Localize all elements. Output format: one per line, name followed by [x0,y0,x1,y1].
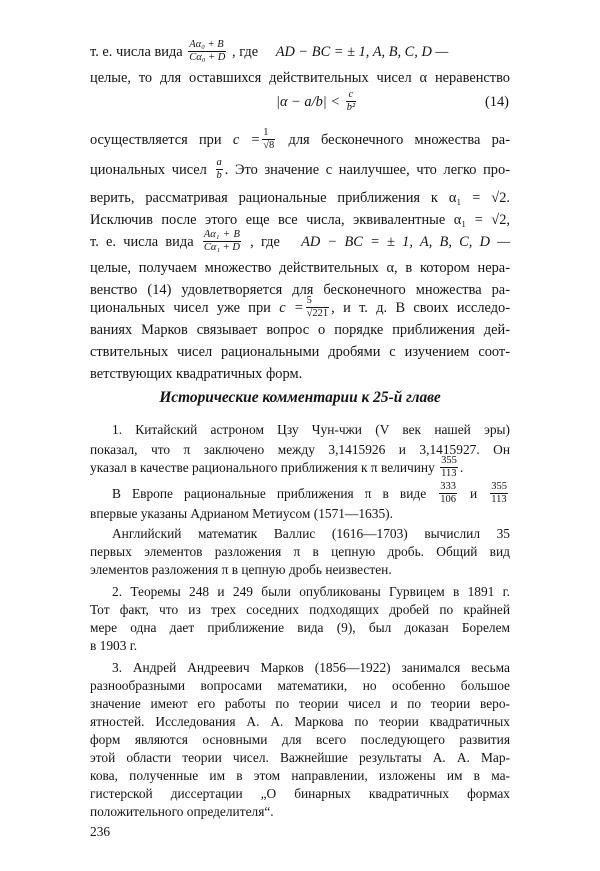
text-line-9: венство (14) удовлетворяется для бесконечного множества ра- [90,282,510,298]
note-1-line-c: указал в качестве рационального приближения к π величину $\frac{355}{113}$ . [90,455,464,480]
note-2-line-a: 2. Теоремы 248 и 249 были опубликованы Гурвицем в 1891 г. [112,584,510,599]
note-1-line-e: впервые указаны Адрианом Метиусом (1571—1635). [90,506,393,521]
note-1-line-d: В Европе рациональные приближения π в виде $\frac{333}{106}$ и $\frac{355}{113}$ [112,481,507,506]
text-line-11: ваниях Марков связывает вопрос о порядке приближения дей- [90,322,510,338]
note-1-line-f: Английский математик Валлис (1616—1703) вычислил 35 [112,526,510,541]
fraction-c-b2: $\frac{c}{\text{b²}}$ [346,89,356,114]
note-3-line-h: гистерской диссертации „О бинарных квадратичных формах [90,786,510,801]
fraction-1-sqrt8: $\frac{1}{√8}$ [263,127,275,152]
text-line-8: целые, получаем множество действительных α, в котором нера- [90,260,510,276]
text-line-3: осуществляется при c = $\frac{1}{√8}$ для бесконечного множества ра- [90,127,510,152]
note-1-line-h: элементов разложения π в цепную дробь неизвестен. [90,562,392,577]
equation-14: |α − a/b| < $\frac{c}{\text{b²}}$ (14) [276,89,509,114]
fraction-a-b: $\frac{a}{b}$ [216,157,222,182]
note-3-line-b: разнообразными вопросами математики, но особенно большое [90,678,510,693]
note-2-line-c: мере одна дает приближение вида (9), был доказан Борелем [90,620,510,635]
fraction-333-106: $\frac{333}{106}$ [440,481,456,506]
text-line-7: т. е. числа вида $\frac{\text{Aα₁ + B}}{\text{Cα₁ + D}}$ , где AD − BC = ± 1, A, B, C, D — [90,229,510,254]
note-1-line-a: 1. Китайский астроном Цзу Чун-чжи (V век нашей эры) [112,422,510,437]
fraction-355-113-b: $\frac{355}{113}$ [491,481,507,506]
note-2-line-b: Тот факт, что из трех соседних подходящих дробей по крайней [90,602,510,617]
note-3-line-d: ятностей. Исследования А. А. Маркова по теории квадратичных [90,714,510,729]
note-1-line-g: первых элементов разложения π в цепную дробь. Общий вид [90,544,510,559]
note-3-line-g: кова, полученные им в этом направлении, изложены им в ма- [90,768,510,783]
section-heading: Исторические комментарии к 25-й главе [159,389,441,406]
text-line-5: верить, рассматривая рациональные приближения к α₁ = √2. [90,190,510,206]
text-line-12: ствительных чисел рациональными дробями с изучением соот- [90,344,510,360]
note-3-line-f: этой области теории чисел. Важнейшие результаты А. А. Мар- [90,750,510,765]
fraction-355-113: $\frac{355}{113}$ [441,455,457,480]
note-3-line-a: 3. Андрей Андреевич Марков (1856—1922) занимался весьма [112,660,510,675]
note-3-line-c: значение имеют его работы по теории чисел и по теории веро- [90,696,510,711]
text-line-6: Исключив после этого еще все числа, эквивалентные α₁ = √2, [90,212,510,228]
text-line-4: циональных чисел $\frac{a}{b}$ . Это значение c наилучшее, что легко про- [90,157,510,182]
note-2-line-d: в 1903 г. [90,638,138,653]
fraction-5-sqrt221: $\frac{5}{√221}$ [306,295,329,320]
fraction-alpha0: $\frac{\text{Aα₀ + B}}{\text{Cα₀ + D}}$ [189,39,226,64]
text-line-10: циональных чисел уже при c = $\frac{5}{√221}$ , и т. д. В своих исследо- [90,295,511,320]
fraction-alpha1: $\frac{\text{Aα₁ + B}}{\text{Cα₁ + D}}$ [203,229,240,254]
note-3-line-i: положительного определителя“. [90,804,274,819]
text-line-1: т. е. числа вида $\frac{\text{Aα₀ + B}}{\text{Cα₀ + D}}$ , где AD − BC = ± 1, A, B, C, D — [90,39,449,64]
note-3-line-e: форм являются основными для всего последующего развития [90,732,510,747]
text-line-13: ветствующих квадратичных форм. [90,366,303,382]
note-1-line-b: показал, что π заключено между 3,1415926 и 3,1415927. Он [90,442,510,457]
page-number: 236 [90,824,111,839]
text-line-2: целые, то для оставшихся действительных чисел α неравенство [90,70,510,86]
equation-number: (14) [485,94,509,110]
